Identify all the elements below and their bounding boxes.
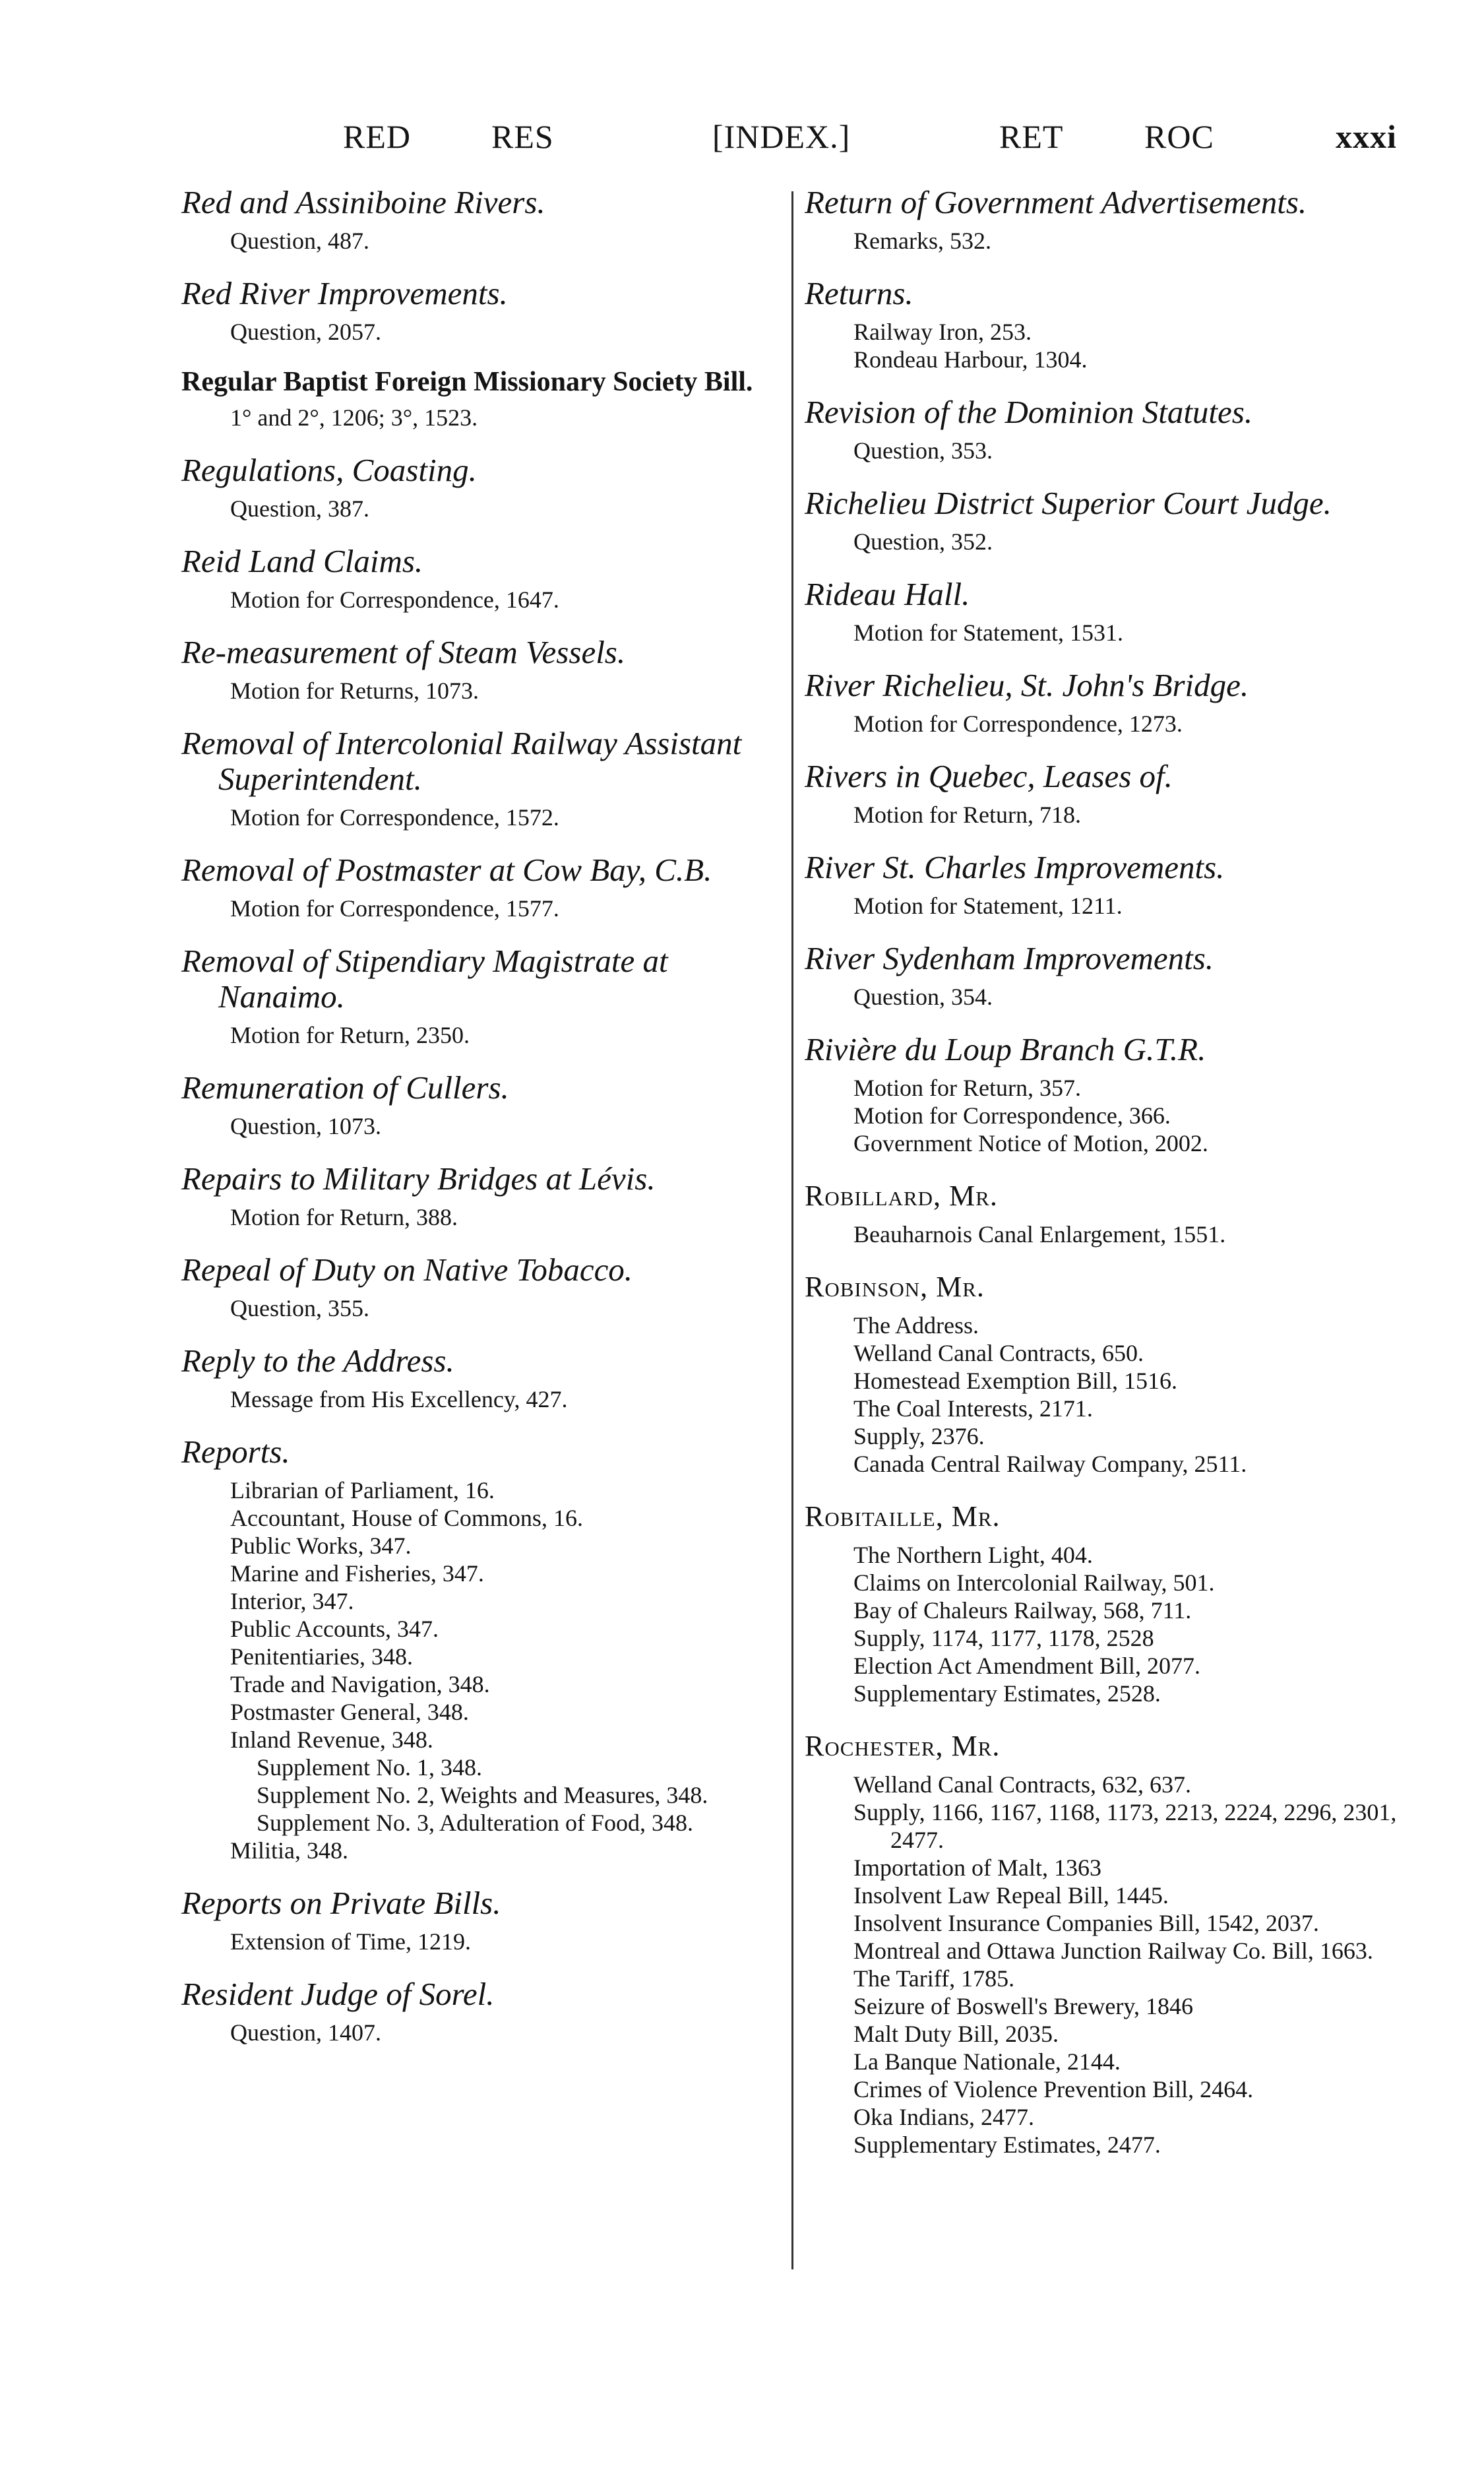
- entry-reference: Supply, 1166, 1167, 1168, 1173, 2213, 2224, 2296, 2301, 2477.: [853, 1799, 1397, 1853]
- entry-title: Removal of Postmaster at Cow Bay, C.B.: [181, 852, 712, 888]
- entry-title: Rochester, Mr.: [805, 1730, 1001, 1762]
- entry-reference: Interior, 347.: [230, 1588, 354, 1614]
- entry-reference: Supplementary Estimates, 2477.: [853, 2132, 1161, 2158]
- entry-title: River St. Charles Improvements.: [805, 849, 1225, 885]
- entry-reference: Question, 1073.: [230, 1113, 381, 1139]
- entry-title: Repairs to Military Bridges at Lévis.: [181, 1160, 656, 1197]
- index-entry: [181, 852, 778, 922]
- entry-reference: Message from His Excellency, 427.: [230, 1386, 568, 1412]
- index-entry: [181, 453, 778, 522]
- entry-reference: Government Notice of Motion, 2002.: [853, 1130, 1208, 1156]
- entry-reference: Crimes of Violence Prevention Bill, 2464.: [853, 2076, 1254, 2102]
- entry-reference: Motion for Returns, 1073.: [230, 678, 479, 704]
- entry-title: Revision of the Dominion Statutes.: [805, 394, 1253, 430]
- index-entry: [805, 577, 1418, 647]
- index-entry: [181, 1976, 778, 2046]
- header-left-from: RED: [343, 118, 411, 155]
- entry-title: Removal of Stipendiary Magistrate at Nanaimo.: [181, 943, 668, 1015]
- index-entry: [805, 668, 1418, 738]
- entry-reference: Rondeau Harbour, 1304.: [853, 346, 1088, 373]
- entry-reference: Homestead Exemption Bill, 1516.: [853, 1368, 1177, 1394]
- entry-title: Red River Improvements.: [181, 275, 508, 311]
- header-left-to: RES: [491, 118, 554, 155]
- entry-reference: Question, 353.: [853, 437, 993, 464]
- index-entry: [181, 367, 778, 431]
- entry-title: Re-measurement of Steam Vessels.: [181, 634, 626, 670]
- entry-reference: Motion for Correspondence, 1647.: [230, 586, 559, 613]
- index-entry: [805, 486, 1418, 555]
- entry-reference: The Northern Light, 404.: [853, 1542, 1093, 1568]
- index-entry: [181, 1161, 778, 1231]
- entry-reference: Canada Central Railway Company, 2511.: [853, 1451, 1247, 1477]
- header-right-from: RET: [999, 118, 1064, 155]
- entry-reference: The Coal Interests, 2171.: [853, 1395, 1093, 1422]
- index-entry: [181, 635, 778, 705]
- entry-reference: Question, 487.: [230, 228, 369, 254]
- entry-title: Robinson, Mr.: [805, 1271, 985, 1303]
- right-column: [805, 185, 1418, 2180]
- index-entry: [805, 1728, 1418, 2159]
- entry-title: Robillard, Mr.: [805, 1180, 998, 1212]
- entry-reference: Railway Iron, 253.: [853, 319, 1032, 345]
- entry-reference: The Tariff, 1785.: [853, 1965, 1015, 1992]
- index-entry: [181, 544, 778, 614]
- entry-reference: Claims on Intercolonial Railway, 501.: [853, 1569, 1215, 1596]
- entry-title: Reid Land Claims.: [181, 543, 423, 579]
- entry-title: Rivers in Quebec, Leases of.: [805, 758, 1173, 794]
- index-entry: [181, 726, 778, 831]
- entry-reference: Accountant, House of Commons, 16.: [230, 1505, 583, 1531]
- entry-title: Rideau Hall.: [805, 576, 970, 612]
- index-entry: [181, 276, 778, 346]
- entry-reference: Supplement No. 3, Adulteration of Food, 348.: [257, 1810, 693, 1836]
- index-entry: [805, 1032, 1418, 1157]
- entry-reference: Question, 355.: [230, 1295, 369, 1321]
- entry-reference: Bay of Chaleurs Railway, 568, 711.: [853, 1597, 1192, 1624]
- entry-reference: Motion for Return, 2350.: [230, 1022, 470, 1048]
- entry-title: River Richelieu, St. John's Bridge.: [805, 667, 1249, 703]
- entry-title: Remuneration of Cullers.: [181, 1069, 509, 1106]
- entry-reference: Motion for Statement, 1531.: [853, 619, 1123, 646]
- entry-reference: Supply, 1174, 1177, 1178, 2528: [853, 1625, 1154, 1651]
- entry-title: Richelieu District Superior Court Judge.: [805, 485, 1332, 521]
- index-entry: [805, 850, 1418, 920]
- entry-reference: Motion for Correspondence, 1273.: [853, 711, 1183, 737]
- entry-title: Repeal of Duty on Native Tobacco.: [181, 1251, 633, 1288]
- index-entry: [181, 1252, 778, 1322]
- entry-title: Reply to the Address.: [181, 1343, 454, 1379]
- page-header: [0, 117, 1484, 164]
- entry-reference: Insolvent Insurance Companies Bill, 1542, 2037.: [853, 1910, 1319, 1936]
- entry-title: Resident Judge of Sorel.: [181, 1976, 495, 2012]
- index-entry: [181, 1885, 778, 1955]
- entry-reference: Inland Revenue, 348.: [230, 1726, 433, 1753]
- entry-reference: Beauharnois Canal Enlargement, 1551.: [853, 1221, 1226, 1248]
- index-entry: [805, 395, 1418, 464]
- entry-title: Red and Assiniboine Rivers.: [181, 184, 545, 220]
- entry-reference: Question, 387.: [230, 495, 369, 522]
- header-right-to: ROC: [1144, 118, 1214, 155]
- index-entry: [181, 185, 778, 255]
- entry-reference: Militia, 348.: [230, 1837, 348, 1864]
- entry-reference: Extension of Time, 1219.: [230, 1928, 472, 1955]
- entry-reference: Welland Canal Contracts, 632, 637.: [853, 1771, 1191, 1798]
- index-entry: [805, 185, 1418, 255]
- entry-reference: Motion for Return, 388.: [230, 1204, 458, 1230]
- entry-title: Return of Government Advertisements.: [805, 184, 1307, 220]
- entry-reference: Motion for Correspondence, 1572.: [230, 804, 559, 831]
- entry-title: Reports.: [181, 1434, 290, 1470]
- entry-title: River Sydenham Improvements.: [805, 940, 1214, 976]
- entry-reference: Seizure of Boswell's Brewery, 1846: [853, 1993, 1194, 2019]
- column-divider: [791, 191, 793, 2269]
- index-entry: [181, 1070, 778, 1140]
- entry-title: Rivière du Loup Branch G.T.R.: [805, 1031, 1206, 1067]
- entry-reference: The Address.: [853, 1312, 979, 1339]
- entry-reference: Postmaster General, 348.: [230, 1699, 469, 1725]
- index-entry: [805, 1499, 1418, 1707]
- index-entry: [805, 1269, 1418, 1478]
- index-entry: [805, 1178, 1418, 1248]
- entry-title: Regular Baptist Foreign Missionary Society Bill.: [181, 367, 753, 397]
- entry-reference: Montreal and Ottawa Junction Railway Co. Bill, 1663.: [853, 1938, 1373, 1964]
- entry-reference: Public Works, 347.: [230, 1533, 412, 1559]
- entry-reference: Question, 354.: [853, 984, 993, 1010]
- entry-reference: Supplement No. 1, 348.: [257, 1754, 482, 1781]
- entry-reference: Remarks, 532.: [853, 228, 991, 254]
- entry-reference: Question, 2057.: [230, 319, 381, 345]
- entry-reference: Motion for Return, 357.: [853, 1075, 1081, 1101]
- entry-title: Robitaille, Mr.: [805, 1500, 1001, 1533]
- header-center: [INDEX.]: [712, 118, 851, 155]
- index-entry: [181, 1434, 778, 1864]
- entry-reference: Importation of Malt, 1363: [853, 1854, 1101, 1881]
- entry-reference: Election Act Amendment Bill, 2077.: [853, 1653, 1200, 1679]
- entry-reference: Oka Indians, 2477.: [853, 2104, 1034, 2130]
- index-entry: [805, 759, 1418, 829]
- entry-reference: Motion for Statement, 1211.: [853, 893, 1123, 919]
- entry-reference: Motion for Correspondence, 1577.: [230, 895, 559, 922]
- entry-reference: Public Accounts, 347.: [230, 1616, 439, 1642]
- entry-reference: Insolvent Law Repeal Bill, 1445.: [853, 1882, 1169, 1909]
- index-entry: [181, 1343, 778, 1413]
- page-number: xxxi: [1336, 118, 1397, 155]
- index-entry: [805, 941, 1418, 1011]
- entry-reference: Malt Duty Bill, 2035.: [853, 2021, 1059, 2047]
- entry-reference: La Banque Nationale, 2144.: [853, 2048, 1121, 2075]
- entry-reference: Supplement No. 2, Weights and Measures, 348.: [257, 1782, 708, 1808]
- entry-reference: Supply, 2376.: [853, 1423, 985, 1449]
- entry-reference: Motion for Correspondence, 366.: [853, 1102, 1171, 1129]
- entry-reference: Question, 352.: [853, 528, 993, 555]
- index-entry: [181, 943, 778, 1049]
- entry-reference: Librarian of Parliament, 16.: [230, 1477, 495, 1503]
- entry-reference: Trade and Navigation, 348.: [230, 1671, 490, 1697]
- entry-reference: Motion for Return, 718.: [853, 802, 1081, 828]
- entry-reference: Marine and Fisheries, 347.: [230, 1560, 484, 1587]
- entry-title: Reports on Private Bills.: [181, 1885, 501, 1921]
- index-entry: [805, 276, 1418, 373]
- entry-title: Returns.: [805, 275, 913, 311]
- entry-reference: Welland Canal Contracts, 650.: [853, 1340, 1144, 1366]
- entry-reference: Penitentiaries, 348.: [230, 1643, 413, 1670]
- entry-reference: Question, 1407.: [230, 2019, 381, 2046]
- entry-reference: Supplementary Estimates, 2528.: [853, 1680, 1161, 1707]
- entry-reference: 1° and 2°, 1206; 3°, 1523.: [230, 404, 478, 431]
- left-column: [181, 185, 778, 2068]
- entry-title: Removal of Intercolonial Railway Assistant Superintendent.: [181, 725, 742, 797]
- entry-title: Regulations, Coasting.: [181, 452, 477, 488]
